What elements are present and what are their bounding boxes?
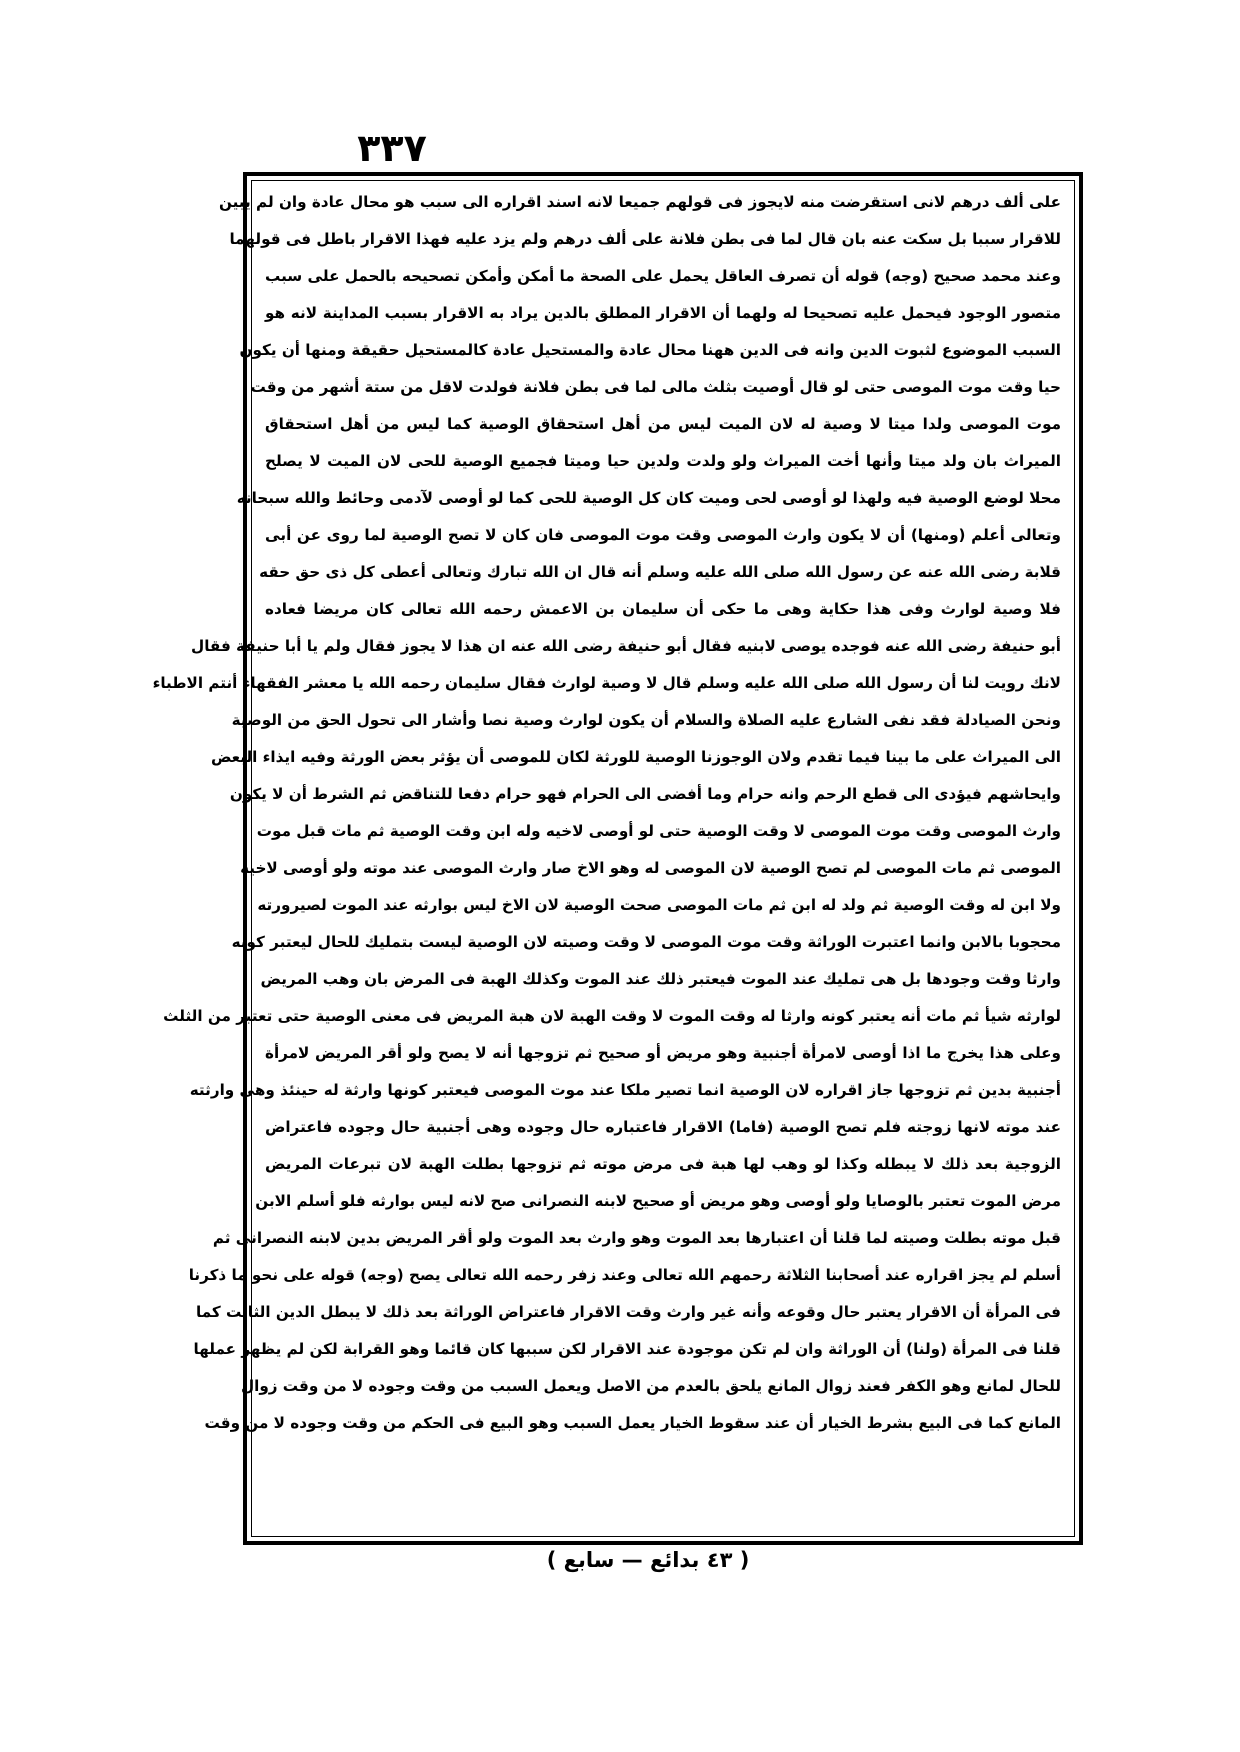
text-line: الميراث بان ولد ميتا وأنها أخت الميراث ولو ولدت ولدين حيا وميتا فجميع الوصية للحى لان الميت لا يصلح [265,452,1061,470]
text-line: للاقرار سببا بل سكت عنه بان قال لما فى بطن فلانة على ألف درهم ولم يزد عليه فهذا الاقرار باطل فى قولهما [229,230,1061,248]
text-line: موت الموصى ولدا ميتا لا وصية له لان الميت ليس من أهل استحقاق الوصية كما ليس من أهل استحقاق [265,415,1061,433]
text-line: حيا وقت موت الموصى حتى لو قال أوصيت بثلث مالى لما فى بطن فلانة فولدت لاقل من ستة أشهر من وقت [250,378,1061,396]
text-line: محجوبا بالابن وانما اعتبرت الوراثة وقت موت الموصى لا وقت وصيته لان الوصية ليست بتمليك للحال ليعتبر كونه [231,933,1061,951]
text-line: وارث الموصى وقت موت الموصى لا وقت الوصية حتى لو أوصى لاخيه وله ابن وقت الوصية ثم مات قبل موت [256,822,1061,840]
text-line: وعند محمد صحيح (وجه) قوله أن تصرف العاقل يحمل على الصحة ما أمكن وأمكن تصحيحه بالحمل على سبب [265,267,1061,285]
text-line: لوارثه شيأ ثم مات أنه يعتبر كونه وارثا له وقت الموت لا وقت الهبة لان هبة المريض فى معنى الوصية حتى تعتبر من الثلث [163,1007,1061,1025]
text-line: وارثا وقت وجودها بل هى تمليك عند الموت فيعتبر ذلك عند الموت وكذلك الهبة فى المرض بان وهب المريض [260,970,1061,988]
text-line: قلنا فى المرأة (ولنا) أن الوراثة وان لم تكن موجودة عند الاقرار لكن سببها كان قائما وهو القرابة لكن لم يظهر عملها [193,1340,1061,1358]
page-number: ٣٣٧ [357,126,427,170]
text-line: الى الميراث على ما بينا فيما تقدم ولان الوجوزنا الوصية للورثة لكان للموصى أن يؤثر بعض الورثة وفيه ايذاء البعض [210,748,1061,766]
text-line: قبل موته بطلت وصيته لما قلنا أن اعتبارها بعد الموت وهو وارث بعد الموت ولو أقر المريض بدين لابنه النصرانى ثم [212,1229,1061,1247]
text-frame [152,172,1083,1545]
text-line: أسلم لم يجز اقراره عند أصحابنا الثلاثة رحمهم الله تعالى وعند زفر رحمه الله تعالى يصح (وجه) قوله على نحو ما ذكرنا [188,1266,1061,1284]
text-line: فلا وصية لوارث وفى هذا حكاية وهى ما حكى أن سليمان بن الاعمش رحمه الله تعالى كان مريضا فعاده [265,600,1061,618]
text-line: متصور الوجود فيحمل عليه تصحيحا له ولهما أن الاقرار المطلق بالدين يراد به الاقرار بسبب المداينة لانه هو [265,304,1061,322]
text-line: ونحن الصيادلة فقد نفى الشارع عليه الصلاة والسلام أن يكون لوارث وصية نصا وأشار الى تحول الحق من الوصية [231,711,1061,729]
text-line: الموصى ثم مات الموصى لم تصح الوصية لان الموصى له وهو الاخ صار وارث الموصى عند موته ولو أوصى لاخيه [240,859,1061,877]
main-text-body [152,184,1061,1535]
text-line: ولا ابن له وقت الوصية ثم ولد له ابن ثم مات الموصى صحت الوصية لان الاخ ليس بوارثه عند الموت لصيرورته [257,896,1061,914]
text-line: عند موته لانها زوجته فلم تصح الوصية (فاما) الاقرار فاعتباره حال وجوده وهى أجنبية حال وجوده فاعتراض [265,1118,1061,1136]
text-line: قلابة رضى الله عنه عن رسول الله صلى الله عليه وسلم أنه قال ان الله تبارك وتعالى أعطى كل ذى حق حقه [259,563,1061,581]
text-line: المانع كما فى البيع بشرط الخيار أن عند سقوط الخيار يعمل السبب وهو البيع فى الحكم من وقت وجوده لا من وقت [204,1414,1061,1432]
text-line: مرض الموت تعتبر بالوصايا ولو أوصى وهو مريض أو صحيح لابنه النصرانى صح لانه ليس بوارثه فلو أسلم الابن [255,1192,1061,1210]
text-line: أبو حنيفة رضى الله عنه فوجده يوصى لابنيه فقال أبو حنيفة رضى الله عنه ان هذا لا يجوز فقال ولم يا أبا حنيفة فقال [191,637,1061,655]
text-line: أجنبية بدين ثم تزوجها جاز اقراره لان الوصية انما تصير ملكا عند موت الموصى فيعتبر كونها وارثة له حينئذ وهى وارثته [189,1081,1061,1099]
text-line: لانك رويت لنا أن رسول الله صلى الله عليه وسلم قال لا وصية لوارث فقال سليمان رحمه الله يا معشر الفقهاء أنتم الاطباء [152,674,1061,692]
text-line: السبب الموضوع لثبوت الدين وانه فى الدين ههنا محال عادة والمستحيل عادة كالمستحيل حقيقة ومنها أن يكون [239,341,1061,359]
text-line: للحال لمانع وهو الكفر فعند زوال المانع يلحق بالعدم من الاصل ويعمل السبب من وقت وجوده لا من وقت زوال [240,1377,1061,1395]
text-line: فى المرأة أن الاقرار يعتبر حال وقوعه وأنه غير وارث وقت الاقرار فاعتراض الوراثة بعد ذلك لا يبطل الدين الثابت كما [196,1303,1061,1321]
text-line: وايحاشهم فيؤدى الى قطع الرحم وانه حرام وما أفضى الى الحرام فهو حرام دفعا للتناقض ثم الشرط أن لا يكون [229,785,1061,803]
footer-signature: ( ٤٣ بدائع — سابع ) [546,1548,750,1572]
text-line: الزوجية بعد ذلك لا يبطله وكذا لو وهب لها هبة فى مرض موته ثم تزوجها بطلت الهبة لان تبرعات المريض [265,1155,1061,1173]
text-line: وتعالى أعلم (ومنها) أن لا يكون وارث الموصى وقت موت الموصى فان كان لا تصح الوصية لما روى عن أبى [265,526,1061,544]
text-line: على ألف درهم لانى استقرضت منه لايجوز فى قولهم جميعا لانه اسند اقراره الى سبب هو محال عادة وان لم يبين [218,193,1061,211]
text-line: وعلى هذا يخرج ما اذا أوصى لامرأة أجنبية وهو مريض أو صحيح ثم تزوجها أنه لا يصح ولو أقر المريض لامرأة [265,1044,1061,1062]
text-line: محلا لوضع الوصية فيه ولهذا لو أوصى لحى وميت كان كل الوصية للحى كما لو أوصى لآدمى وحائط والله سبحانه [236,489,1061,507]
